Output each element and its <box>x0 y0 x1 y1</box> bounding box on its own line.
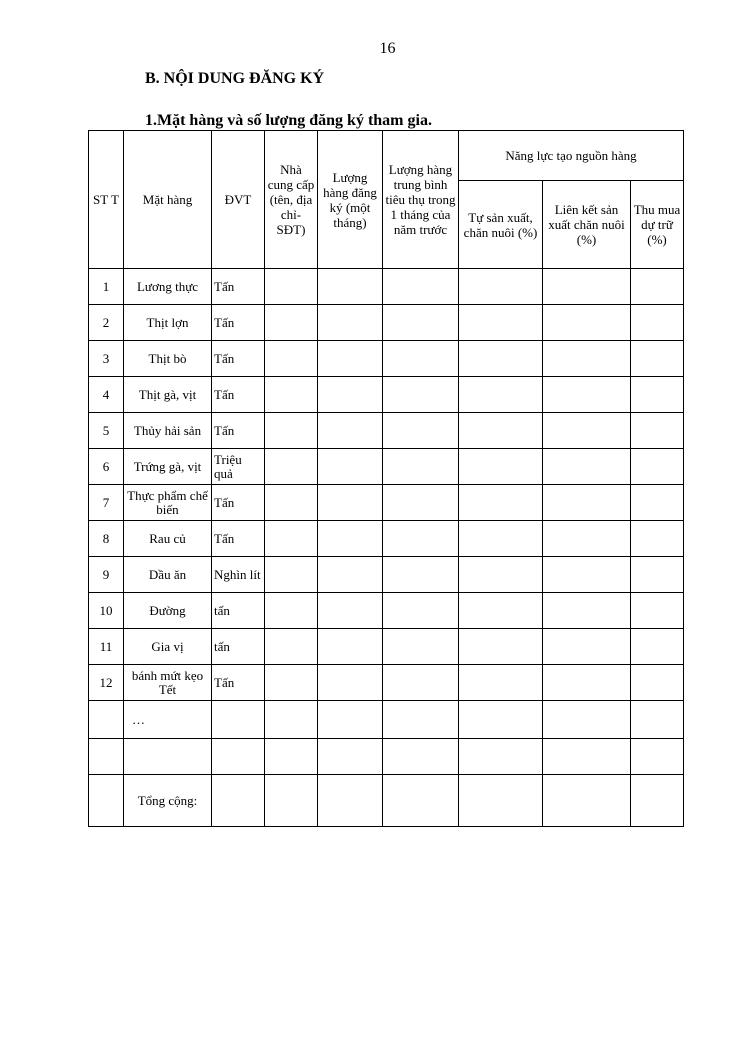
row-item: Lương thực <box>124 269 212 305</box>
row-number: 3 <box>89 341 124 377</box>
header-purchase-reserve: Thu mua dự trữ (%) <box>631 181 684 269</box>
row-unit: Tấn <box>212 665 265 701</box>
row-item: Thịt bò <box>124 341 212 377</box>
page-number: 16 <box>379 40 396 57</box>
total-row <box>89 775 684 827</box>
row-number: 7 <box>89 485 124 521</box>
row-unit: Tấn <box>212 413 265 449</box>
row-number: 2 <box>89 305 124 341</box>
row-unit: Tấn <box>212 269 265 305</box>
row-number: 10 <box>89 593 124 629</box>
table-caption: 1.Mặt hàng và số lượng đăng ký tham gia. <box>145 112 432 129</box>
header-capacity: Năng lực tạo nguồn hàng <box>459 131 684 181</box>
header-registered-qty: Lượng hàng đăng ký (một tháng) <box>318 131 383 269</box>
table-row <box>89 665 684 701</box>
row-unit: Tấn <box>212 377 265 413</box>
table-row <box>89 521 684 557</box>
row-item: Thực phẩm chế biến <box>124 485 212 521</box>
ellipsis-row <box>89 701 684 739</box>
table-row <box>89 377 684 413</box>
table-row <box>89 629 684 665</box>
row-item: Trứng gà, vịt <box>124 449 212 485</box>
blank-row <box>89 739 684 775</box>
header-avg-consumption: Lượng hàng trung bình tiêu thụ trong 1 tháng của năm trước <box>383 131 459 269</box>
ellipsis-marker: … <box>124 701 212 739</box>
row-number: 5 <box>89 413 124 449</box>
header-unit: ĐVT <box>212 131 265 269</box>
row-number: 1 <box>89 269 124 305</box>
row-unit: Tấn <box>212 521 265 557</box>
header-stt: ST T <box>89 131 124 269</box>
header-supplier: Nhà cung cấp (tên, địa chỉ- SĐT) <box>265 131 318 269</box>
row-number: 6 <box>89 449 124 485</box>
row-number: 11 <box>89 629 124 665</box>
table-row <box>89 341 684 377</box>
row-unit: Tấn <box>212 485 265 521</box>
total-label: Tổng cộng: <box>124 775 212 827</box>
row-item: Rau củ <box>124 521 212 557</box>
table-row <box>89 413 684 449</box>
table-row <box>89 449 684 485</box>
row-unit: Tấn <box>212 305 265 341</box>
table-row <box>89 557 684 593</box>
row-item: Đường <box>124 593 212 629</box>
registration-table <box>88 130 684 827</box>
row-unit: Nghìn lít <box>212 557 265 593</box>
row-item: Dầu ăn <box>124 557 212 593</box>
row-unit: Tấn <box>212 341 265 377</box>
row-unit: tấn <box>212 629 265 665</box>
row-item: Thịt gà, vịt <box>124 377 212 413</box>
row-number: 9 <box>89 557 124 593</box>
header-item: Mặt hàng <box>124 131 212 269</box>
table-row <box>89 593 684 629</box>
table-row <box>89 269 684 305</box>
row-number: 4 <box>89 377 124 413</box>
row-item: Thủy hải sản <box>124 413 212 449</box>
header-linked-production: Liên kết sản xuất chăn nuôi (%) <box>543 181 631 269</box>
row-unit: Triệu quả <box>212 449 265 485</box>
row-number: 12 <box>89 665 124 701</box>
header-self-produced: Tự sản xuất, chăn nuôi (%) <box>459 181 543 269</box>
row-unit: tấn <box>212 593 265 629</box>
table-row <box>89 305 684 341</box>
section-title: B. NỘI DUNG ĐĂNG KÝ <box>145 70 325 87</box>
row-item: bánh mứt kẹo Tết <box>124 665 212 701</box>
row-number: 8 <box>89 521 124 557</box>
table-row <box>89 485 684 521</box>
row-item: Gia vị <box>124 629 212 665</box>
row-item: Thịt lợn <box>124 305 212 341</box>
